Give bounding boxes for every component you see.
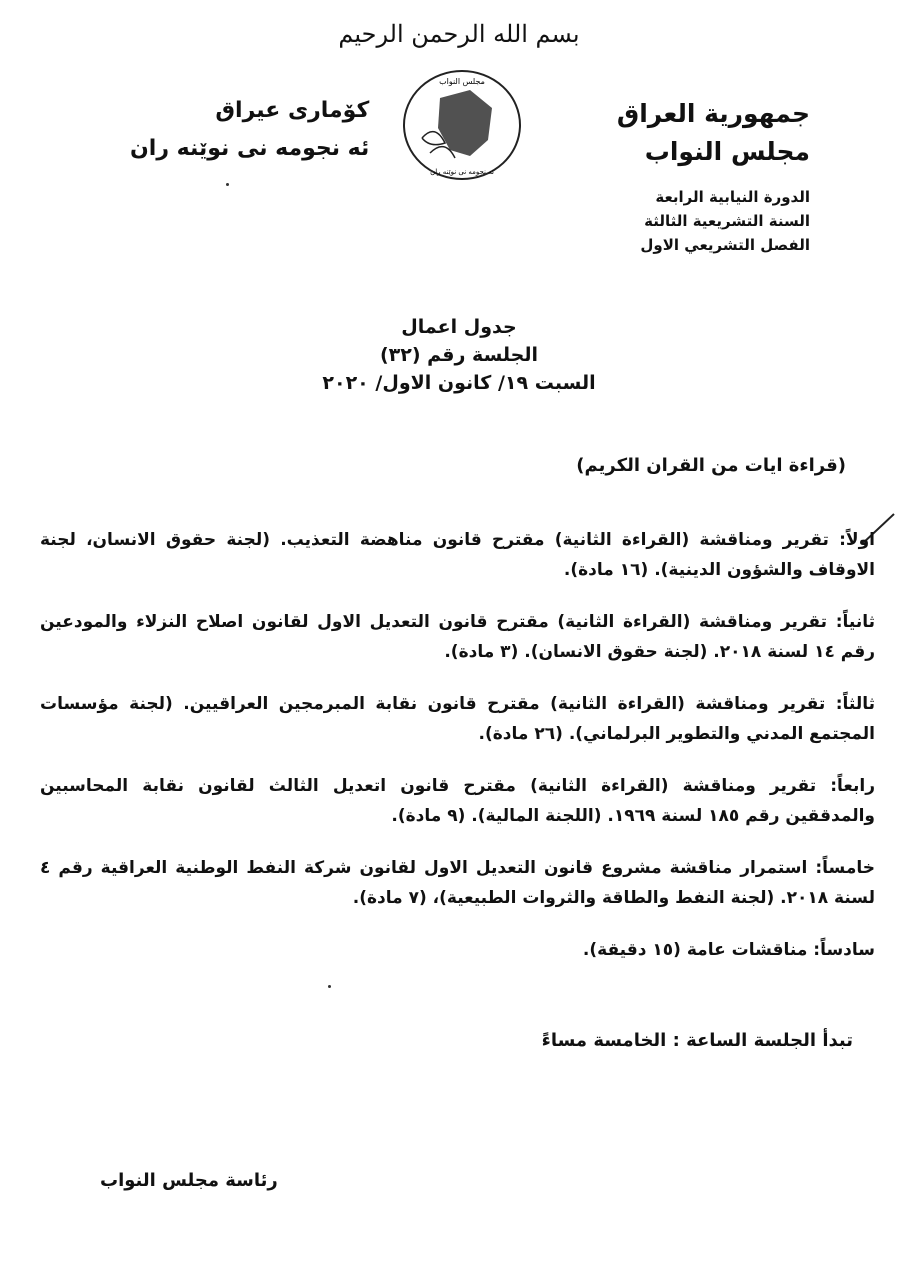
header-arabic-line1: جمهورية العراق <box>616 99 810 128</box>
agenda-item-3: ثالثاً: تقرير ومناقشة (القراءة الثانية) مقترح قانون نقابة المبرمجين العراقيين. (لجنة مؤسسات المجتمع المدني والتطوير البرلماني). (٢٦ مادة). <box>40 694 875 744</box>
quran-reading: (قراءة ايات من القران الكريم) <box>576 455 846 476</box>
agenda-item-6: سادساً: مناقشات عامة (١٥ دقيقة). <box>582 940 875 960</box>
signature: رئاسة مجلس النواب <box>100 1170 278 1191</box>
header-kurdish-line1: كۆماری عیراق <box>215 98 370 123</box>
agenda-title-line2: الجلسة رقم (٣٢) <box>379 344 539 366</box>
agenda-item-2: ثانياً: تقرير ومناقشة (القراءة الثانية) مقترح قانون التعديل الاول لقانون اصلاح النزلاء والمودعين رقم ١٤ لسنة ٢٠١٨. (لجنة حقوق الانسان). (٣ مادة). <box>40 612 875 662</box>
seal-bottom-text: ئه نجومه نی نوێنه ران <box>430 168 494 176</box>
scan-speck <box>328 985 331 988</box>
agenda-item-5: خامساً: استمرار مناقشة مشروع قانون التعديل الاول لقانون شركة النفط الوطنية العراقية رقم ٤ لسنة ٢٠١٨. (لجنة النفط والطاقة والثروات الطبيعية)، (٧ مادة). <box>40 858 875 908</box>
session-info <box>640 185 810 257</box>
session-info-line2: السنة التشريعية الثالثة <box>644 212 810 230</box>
seal-top-text: مجلس النواب <box>439 77 485 86</box>
agenda-item-1: اولاً: تقرير ومناقشة (القراءة الثانية) مقترح قانون مناهضة التعذيب. (لجنة حقوق الانسان، لجنة الاوقاف والشؤون الدينية). (١٦ مادة). <box>40 530 875 580</box>
header-kurdish <box>130 92 369 168</box>
agenda-title-line3: السبت ١٩/ كانون الاول/ ٢٠٢٠ <box>322 372 596 394</box>
basmala: بسم الله الرحمن الرحيم <box>338 20 580 48</box>
header-arabic-line2: مجلس النواب <box>644 137 810 166</box>
header-kurdish-line2: ئه نجومه نی نوێنه ران <box>130 136 370 161</box>
parliament-seal <box>400 68 525 183</box>
session-start-time: تبدأ الجلسة الساعة : الخامسة مساءً <box>541 1030 853 1051</box>
session-info-line1: الدورة النيابية الرابعة <box>655 188 810 206</box>
session-info-line3: الفصل التشريعي الاول <box>640 236 810 254</box>
agenda-item-4: رابعاً: تقرير ومناقشة (القراءة الثانية) مقترح قانون اتعديل الثالث لقانون نقابة المحاسبين والمدققين رقم ١٨٥ لسنة ١٩٦٩. (اللجنة المالية). (٩ مادة). <box>40 776 875 826</box>
agenda-items <box>40 525 875 987</box>
agenda-title <box>0 313 918 397</box>
header-arabic <box>617 95 810 171</box>
agenda-title-line1: جدول اعمال <box>401 316 517 338</box>
scan-speck <box>226 183 229 186</box>
